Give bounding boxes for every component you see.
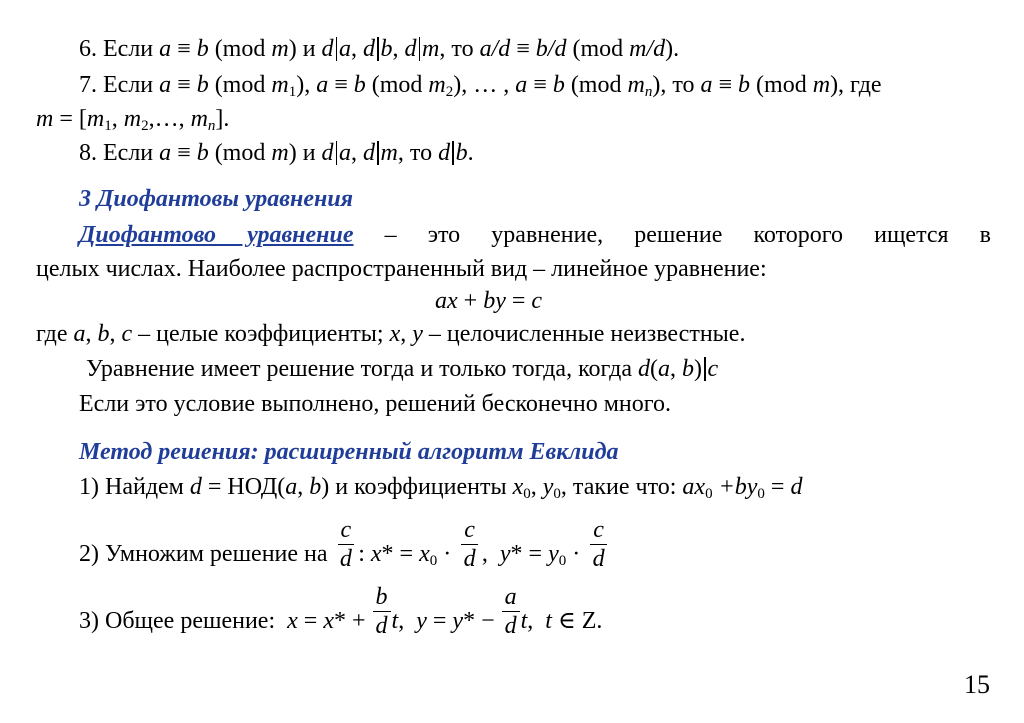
property-7-lcm: $m = [m_1$, $m_2,\dots$, $m_n$]. xyxy=(36,106,230,134)
method-step-1: 1) Найдем d = НОД(a, b) и коэффициенты $x_0$, $y_0$, такие что: $ax_0 +by_0 = d$ xyxy=(79,474,803,502)
property-8: 8. Если a ≡ b (mod m) и d a, d m, то d b. xyxy=(79,140,474,166)
definition-term: Диофантово уравнение xyxy=(79,222,354,248)
divides-bar xyxy=(704,357,706,381)
section-heading-diophantine: 3 Диофантовы уравнения xyxy=(79,186,354,212)
divides-bar xyxy=(452,141,454,165)
fraction-a-over-d: $\frac{a}{d}$ xyxy=(502,583,520,640)
fraction-c-over-d: $\frac{c}{d}$ xyxy=(338,516,355,573)
method-step-3: 3) Общее решение: x = x* + $\frac{b}{d}$ t, y = y* − $\frac{a}{d}$ t, t ∈ Z. xyxy=(79,584,603,639)
divides-bar xyxy=(336,37,338,61)
method-step-2: 2) Умножим решение на $\frac{c}{d}$ : $x* = x_0$ · $\frac{c}{d}$ , $y* = y_0$ · $\frac{c}{d}$ xyxy=(79,511,611,568)
page-number: 15 xyxy=(964,670,990,699)
solvability-condition: Уравнение имеет решение тогда и только тогда, когда d(a, b) c xyxy=(86,356,719,382)
fraction-b-over-d: $\frac{b}{d}$ xyxy=(373,583,391,640)
property-6: 6. Если a ≡ b (mod m) и d a, d b, d m, то a/d ≡ b/d (mod m/d). xyxy=(79,36,680,62)
section-heading-method: Метод решения: расширенный алгоритм Евклида xyxy=(79,439,619,465)
divides-bar xyxy=(419,37,421,61)
coefficients-note: где a, b, c – целые коэффициенты; x, y – целочисленные неизвестные. xyxy=(36,321,746,347)
divides-bar xyxy=(336,141,338,165)
property-7: 7. Если a ≡ b (mod $m_1$), a ≡ b (mod $m_2$), … , a ≡ b (mod $m_n$), то a ≡ b (mod m), где xyxy=(79,72,882,100)
divides-bar xyxy=(377,141,379,165)
definition-line-1: Диофантово уравнение – это уравнение, решение которого ищется в xyxy=(79,222,991,248)
linear-equation: ax + by = c xyxy=(435,288,543,314)
fraction-c-over-d: $\frac{c}{d}$ xyxy=(590,516,607,573)
definition-line-2: целых числах. Наиболее распространенный вид – линейное уравнение: xyxy=(36,256,767,282)
divides-bar xyxy=(377,37,379,61)
infinite-solutions-note: Если это условие выполнено, решений бесконечно много. xyxy=(79,391,672,417)
fraction-c-over-d: $\frac{c}{d}$ xyxy=(461,516,478,573)
